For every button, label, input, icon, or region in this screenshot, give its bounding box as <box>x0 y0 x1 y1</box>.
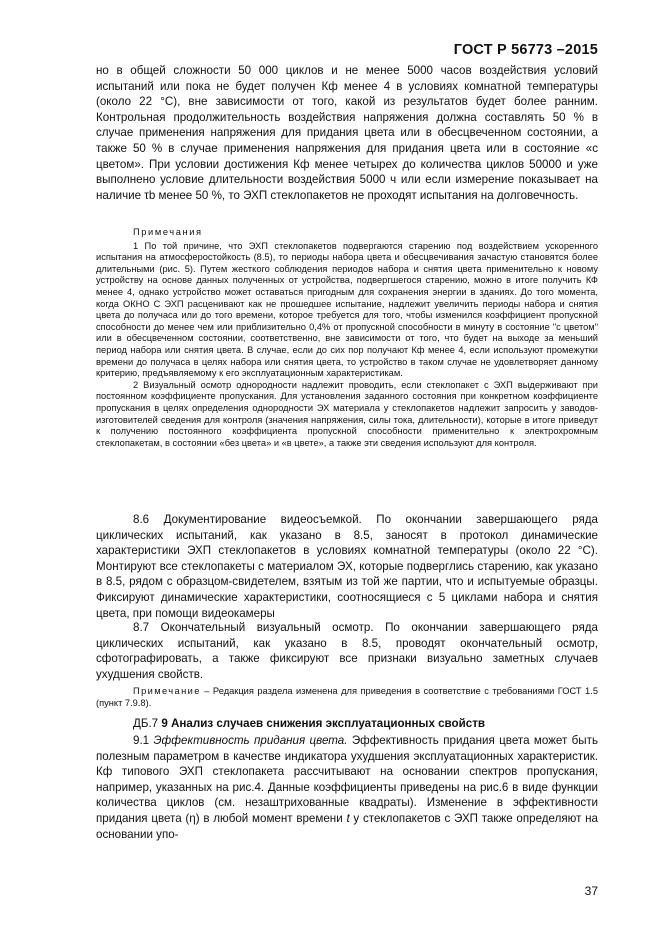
page-number: 37 <box>584 884 598 898</box>
notes-block <box>96 227 598 449</box>
note-3 <box>96 686 598 709</box>
top-paragraph-block <box>96 63 598 203</box>
note-3-label: Примечание <box>133 686 201 696</box>
notes-title: Примечания <box>133 227 203 237</box>
section-8-6: 8.6 Документирование видеосъемкой. По окончании завершающего ряда циклических испытаний, как указано в 8.5, заносят в протокол динамические характеристики ЭХП стеклопакетов в условиях комнатной температуры (около 22 °С). Монтируют все стеклопакеты с материалом ЭХ, которые подверглись старению, как указано в 8.5, рядом с образцом-свидетелем, взятым из той же партии, что и испытуемые образцы. Фиксируют динамические характеристики, соотносящиеся с 5 циклами набора и снятия цвета, при помощи видеокамеры <box>96 513 598 620</box>
heading-9-title: 9 Анализ случаев снижения эксплуатационных свойств <box>161 717 485 730</box>
section-8-7: 8.7 Окончательный визуальный осмотр. По окончании завершающего ряда циклических испытаний, как указано в 8.5, проводят окончательный осмотр, сфотографировать, а также фиксируют все признаки визуально заметных случаев ухудшения свойств. <box>96 621 598 681</box>
note-3-block <box>96 686 598 709</box>
top-paragraph: но в общей сложности 50 000 циклов и не менее 5000 часов воздействия условий испытаний или пока не будет получен Кф менее 4 в условиях комнатной температуры (около 22 °С), вне зависимости от того, какой из результатов будет более ранним. Контрольная продолжительность воздействия напряжения должна составлять 50 % в случае применения напряжения для придания цвета или в обесцвеченном состоянии, а также 50 % в случае применения напряжения для придания цвета или в состояние «с цветом». При условии достижения Кф менее четырех до количества циклов 50000 и уже выполнено условие длительности воздействия 5000 ч или если измерение показывает на наличие τb менее 50 %, то ЭХП стеклопакетов не проходят испытания на долговечность. <box>96 64 598 202</box>
heading-9-prefix: ДБ.7 <box>133 717 162 730</box>
section-9-1-t-var: t <box>346 811 350 825</box>
section-9-1-title: Эффективность придания цвета. <box>153 734 348 747</box>
doc-code-header: ГОСТ Р 56773 –2015 <box>453 42 598 58</box>
heading-9-block <box>96 716 598 732</box>
section-9-1 <box>96 733 598 842</box>
section-9-1-text-b: у стеклопакетов с ЭХП также определяют на основании упо- <box>96 811 598 841</box>
note-1: 1 По той причине, что ЭХП стеклопакетов подвергаются старению под воздействием ускоренного испытания на атмосферостойкость (8.5), то периоды набора цвета и обесцвечивания зачастую становятся более длительными (рис. 5). Путем жесткого соблюдения периодов набора и снятия цвета применительно к новому устройству на основе данных полученных от устройства, подвергшегося старению, можно в итоге получить КФ менее 4, однако устройство может оставаться пригодным для сохранения энергии в зданиях. До того момента, когда ОКНО С ЭХП расценивают как не прошедшее испытание, надлежит увеличить периоды набора и снятия цвета до получаса или до того времени, которое требуется для того, чтобы изменился коэффициент пропускной способности до менее чем или приблизительно 0,4% от пропускной способности в минуту в состояние "с цветом" или в обесцвеченном состоянии, соответственно, вне зависимости от того, что будет на выходе за меньший период набора или снятия цвета. В случае, если до сих пор получают Кф менее 4, если используют промежутки времени до получаса в целях набора или снятия цвета, то устройство в таком случае не удовлетворяет данному критерию, предъявляемому к его эксплуатационным характеристикам. <box>96 240 598 379</box>
section-9-1-block <box>96 733 598 842</box>
section-9-1-num: 9.1 <box>133 734 154 747</box>
note-3-text: – Редакция раздела изменена для приведения в соответствие с требованиями ГОСТ 1.5 (пункт 7.9.8). <box>96 686 598 708</box>
heading-9 <box>96 716 598 732</box>
section-9-1-text-a: Эффективность придания цвета может быть полезным параметром в качестве индикатора ухудшения эксплуатационных характеристик. Кф типового ЭХП стеклопакета рассчитывают на основании спектров пропускания, например, указанных на рис.4. Данные коэффициенты приведены на рис.6 в виде функции количества циклов (см. незаштрихованные квадраты). Изменение в эффективности придания цвета (η) в любой момент времени <box>96 734 598 825</box>
section-8-7-block <box>96 620 598 682</box>
section-8-6-block <box>96 512 598 621</box>
note-2: 2 Визуальный осмотр однородности надлежит проводить, если стеклопакет с ЭХП выдерживают при постоянном коэффициенте пропускания. Для установления заданного состояния при конкретном коэффициенте пропускания в целях определения однородности ЭХ материала у стеклопакетов надлежит запросить у заводов-изготовителей сведения для контроля (значения напряжения, силы тока, длительности), которые в итоге приведут к получению постоянного коэффициента пропускной способности применительно к электрохромным стеклопакетам, в состоянии «без цвета» и «в цвете», а также эти сведения используют для контроля. <box>96 379 598 448</box>
